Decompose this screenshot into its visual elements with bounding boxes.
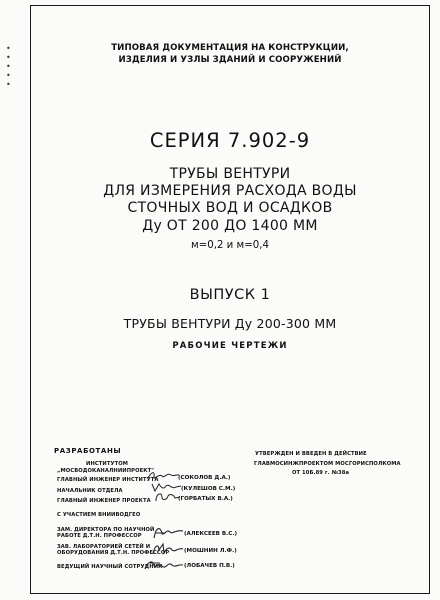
series-number: СЕРИЯ 7.902-9 xyxy=(149,129,311,152)
role-deputy-director-2: РАБОТЕ Д.Т.Н. ПРОФЕССОР xyxy=(57,533,142,539)
approval-line-2: ГЛАВМОСИНЖПРОЕКТОМ МОСГОРИСПОЛКОМА xyxy=(254,461,401,467)
document-kind: РАБОЧИЕ ЧЕРТЕЖИ xyxy=(172,341,288,351)
name-kuleshov: (КУЛЕШОВ С.М.) xyxy=(181,486,236,492)
title-line-3: СТОЧНЫХ ВОД И ОСАДКОВ xyxy=(127,200,333,216)
name-alekseev: (АЛЕКСЕЕВ В.С.) xyxy=(184,531,238,537)
title-line-1: ТРУБЫ ВЕНТУРИ xyxy=(169,166,291,182)
role-lab-head-2: ОБОРУДОВАНИЯ Д.Т.Н. ПРОФЕССОР xyxy=(57,550,170,556)
header-line-1: ТИПОВАЯ ДОКУМЕНТАЦИЯ НА КОНСТРУКЦИИ, xyxy=(111,43,349,53)
name-lobachev: (ЛОБАЧЕВ П.В.) xyxy=(184,563,235,569)
signature-lobachev xyxy=(142,557,184,573)
name-moshnin: (МОШНИН Л.Ф.) xyxy=(184,548,237,554)
approval-line-1: УТВЕРЖДЕН И ВВЕДЕН В ДЕЙСТВИЕ xyxy=(255,451,367,457)
role-deputy-director-1: ЗАМ. ДИРЕКТОРА ПО НАУЧНОЙ xyxy=(57,527,155,533)
signature-moshnin xyxy=(150,541,184,557)
role-leading-researcher: ВЕДУЩИЙ НАУЧНЫЙ СОТРУДНИК xyxy=(57,564,163,570)
title-line-4: Ду ОТ 200 ДО 1400 ММ xyxy=(142,218,318,234)
title-line-5: м=0,2 и м=0,4 xyxy=(191,240,269,251)
header-line-2: ИЗДЕЛИЯ И УЗЛЫ ЗДАНИЙ И СООРУЖЕНИЙ xyxy=(118,55,342,65)
participation-note: С УЧАСТИЕМ ВНИИВОДГЕО xyxy=(57,512,141,518)
role-head-of-department: НАЧАЛЬНИК ОТДЕЛА xyxy=(57,488,123,494)
binding-edge-marks: • • • • • xyxy=(6,44,11,89)
institute-label: ИНСТИТУТОМ xyxy=(86,461,129,467)
title-line-2: ДЛЯ ИЗМЕРЕНИЯ РАСХОДА ВОДЫ xyxy=(103,183,357,199)
institute-name: „МОСВОДОКАНАЛНИИПРОЕКТ" xyxy=(57,468,155,474)
name-gorbatykh: (ГОРБАТЫХ В.А.) xyxy=(178,496,233,502)
approval-line-3: ОТ 10Б.89 г. №38а xyxy=(292,470,350,476)
issue-subtitle: ТРУБЫ ВЕНТУРИ Ду 200-300 ММ xyxy=(123,316,337,331)
name-sokolov: (СОКОЛОВ Д.А.) xyxy=(178,475,231,481)
role-chief-engineer-institute: ГЛАВНЫЙ ИНЖЕНЕР ИНСТИТУТА xyxy=(57,477,159,483)
role-lab-head-1: ЗАВ. ЛАБОРАТОРИЕЙ СЕТЕЙ И xyxy=(57,544,151,550)
signature-alekseev xyxy=(150,524,184,540)
developed-heading: РАЗРАБОТАНЫ xyxy=(54,447,122,455)
role-chief-project-engineer: ГЛАВНЫЙ ИНЖЕНЕР ПРОЕКТА xyxy=(57,498,151,504)
issue-number: ВЫПУСК 1 xyxy=(189,287,271,303)
signature-gorbatykh xyxy=(153,491,181,503)
